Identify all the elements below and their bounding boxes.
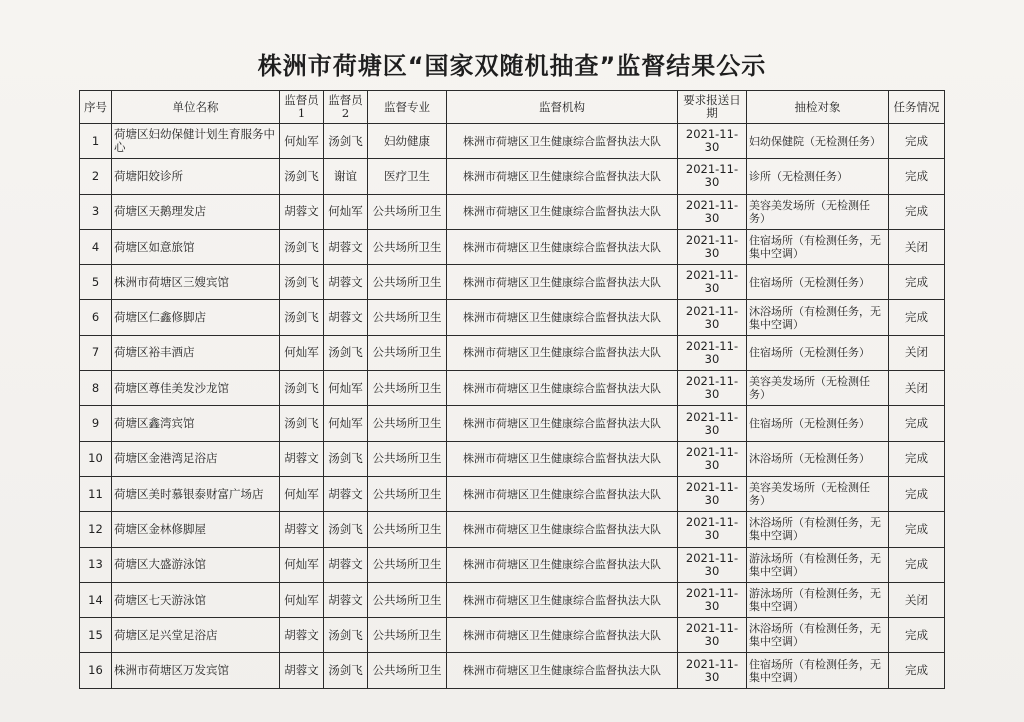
cell-task-status: 完成 — [889, 124, 945, 159]
table-row — [80, 653, 945, 688]
cell-organization: 株洲市荷塘区卫生健康综合监督执法大队 — [447, 653, 678, 688]
cell-inspection-target: 美容美发场所（无检测任务） — [747, 476, 889, 511]
cell-seq: 2 — [80, 159, 112, 194]
cell-supervisor-1: 何灿军 — [280, 582, 324, 617]
cell-task-status: 完成 — [889, 194, 945, 229]
cell-due-date: 2021-11-30 — [678, 335, 747, 370]
cell-supervisor-1: 汤剑飞 — [280, 371, 324, 406]
cell-task-status: 关闭 — [889, 371, 945, 406]
cell-specialty: 公共场所卫生 — [368, 406, 447, 441]
cell-unit-name: 荷塘区足兴堂足浴店 — [112, 618, 280, 653]
cell-task-status: 完成 — [889, 512, 945, 547]
header-due-date: 要求报送日期 — [678, 91, 747, 124]
cell-task-status: 完成 — [889, 441, 945, 476]
header-supervisor-2: 监督员2 — [324, 91, 368, 124]
cell-due-date: 2021-11-30 — [678, 618, 747, 653]
cell-due-date: 2021-11-30 — [678, 229, 747, 264]
cell-task-status: 完成 — [889, 300, 945, 335]
cell-inspection-target: 游泳场所（有检测任务，无集中空调） — [747, 547, 889, 582]
table-row — [80, 335, 945, 370]
cell-seq: 15 — [80, 618, 112, 653]
cell-unit-name: 荷塘区金林修脚屋 — [112, 512, 280, 547]
cell-due-date: 2021-11-30 — [678, 512, 747, 547]
cell-supervisor-2: 胡蓉文 — [324, 300, 368, 335]
header-supervisor-1: 监督员1 — [280, 91, 324, 124]
cell-organization: 株洲市荷塘区卫生健康综合监督执法大队 — [447, 335, 678, 370]
cell-seq: 1 — [80, 124, 112, 159]
cell-task-status: 完成 — [889, 653, 945, 688]
cell-supervisor-2: 胡蓉文 — [324, 265, 368, 300]
results-table — [79, 90, 945, 689]
cell-seq: 13 — [80, 547, 112, 582]
cell-supervisor-2: 何灿军 — [324, 371, 368, 406]
table-row — [80, 194, 945, 229]
cell-organization: 株洲市荷塘区卫生健康综合监督执法大队 — [447, 582, 678, 617]
cell-inspection-target: 游泳场所（有检测任务，无集中空调） — [747, 582, 889, 617]
cell-organization: 株洲市荷塘区卫生健康综合监督执法大队 — [447, 441, 678, 476]
cell-organization: 株洲市荷塘区卫生健康综合监督执法大队 — [447, 547, 678, 582]
cell-inspection-target: 沐浴场所（无检测任务） — [747, 441, 889, 476]
cell-organization: 株洲市荷塘区卫生健康综合监督执法大队 — [447, 124, 678, 159]
cell-due-date: 2021-11-30 — [678, 124, 747, 159]
cell-inspection-target: 美容美发场所（无检测任务） — [747, 194, 889, 229]
cell-due-date: 2021-11-30 — [678, 159, 747, 194]
cell-inspection-target: 沐浴场所（有检测任务，无集中空调） — [747, 512, 889, 547]
cell-specialty: 公共场所卫生 — [368, 371, 447, 406]
cell-unit-name: 荷塘阳姣诊所 — [112, 159, 280, 194]
cell-supervisor-1: 汤剑飞 — [280, 300, 324, 335]
cell-supervisor-1: 汤剑飞 — [280, 159, 324, 194]
cell-task-status: 完成 — [889, 406, 945, 441]
page-title: 株洲市荷塘区“国家双随机抽查”监督结果公示 — [257, 52, 767, 80]
cell-inspection-target: 美容美发场所（无检测任务） — [747, 371, 889, 406]
cell-organization: 株洲市荷塘区卫生健康综合监督执法大队 — [447, 476, 678, 511]
cell-supervisor-1: 胡蓉文 — [280, 653, 324, 688]
cell-supervisor-1: 何灿军 — [280, 547, 324, 582]
cell-unit-name: 荷塘区大盛游泳馆 — [112, 547, 280, 582]
cell-seq: 11 — [80, 476, 112, 511]
cell-inspection-target: 诊所（无检测任务） — [747, 159, 889, 194]
cell-organization: 株洲市荷塘区卫生健康综合监督执法大队 — [447, 194, 678, 229]
cell-unit-name: 荷塘区裕丰酒店 — [112, 335, 280, 370]
cell-supervisor-2: 胡蓉文 — [324, 229, 368, 264]
header-organization: 监督机构 — [447, 91, 678, 124]
header-unit-name: 单位名称 — [112, 91, 280, 124]
cell-supervisor-2: 汤剑飞 — [324, 124, 368, 159]
cell-due-date: 2021-11-30 — [678, 265, 747, 300]
cell-specialty: 公共场所卫生 — [368, 441, 447, 476]
table-row — [80, 371, 945, 406]
cell-specialty: 医疗卫生 — [368, 159, 447, 194]
cell-supervisor-2: 胡蓉文 — [324, 476, 368, 511]
cell-specialty: 公共场所卫生 — [368, 653, 447, 688]
header-specialty: 监督专业 — [368, 91, 447, 124]
cell-task-status: 关闭 — [889, 582, 945, 617]
table-row — [80, 476, 945, 511]
cell-seq: 16 — [80, 653, 112, 688]
cell-task-status: 关闭 — [889, 335, 945, 370]
cell-supervisor-2: 汤剑飞 — [324, 618, 368, 653]
cell-supervisor-2: 汤剑飞 — [324, 335, 368, 370]
cell-specialty: 公共场所卫生 — [368, 547, 447, 582]
cell-inspection-target: 住宿场所（有检测任务，无集中空调） — [747, 229, 889, 264]
cell-supervisor-1: 何灿军 — [280, 335, 324, 370]
table-row — [80, 582, 945, 617]
cell-supervisor-1: 何灿军 — [280, 124, 324, 159]
cell-unit-name: 荷塘区金港湾足浴店 — [112, 441, 280, 476]
cell-inspection-target: 沐浴场所（有检测任务，无集中空调） — [747, 618, 889, 653]
table-row — [80, 547, 945, 582]
cell-due-date: 2021-11-30 — [678, 371, 747, 406]
cell-specialty: 公共场所卫生 — [368, 476, 447, 511]
cell-seq: 10 — [80, 441, 112, 476]
cell-due-date: 2021-11-30 — [678, 653, 747, 688]
cell-unit-name: 荷塘区妇幼保健计划生育服务中心 — [112, 124, 280, 159]
cell-unit-name: 荷塘区仁鑫修脚店 — [112, 300, 280, 335]
cell-supervisor-2: 汤剑飞 — [324, 653, 368, 688]
cell-seq: 7 — [80, 335, 112, 370]
cell-seq: 8 — [80, 371, 112, 406]
cell-seq: 6 — [80, 300, 112, 335]
cell-supervisor-1: 汤剑飞 — [280, 265, 324, 300]
cell-inspection-target: 住宿场所（无检测任务） — [747, 406, 889, 441]
cell-supervisor-2: 胡蓉文 — [324, 582, 368, 617]
cell-supervisor-1: 胡蓉文 — [280, 194, 324, 229]
cell-unit-name: 荷塘区天鹅理发店 — [112, 194, 280, 229]
cell-specialty: 公共场所卫生 — [368, 618, 447, 653]
cell-unit-name: 株洲市荷塘区万发宾馆 — [112, 653, 280, 688]
cell-specialty: 公共场所卫生 — [368, 582, 447, 617]
cell-task-status: 完成 — [889, 547, 945, 582]
cell-supervisor-1: 胡蓉文 — [280, 618, 324, 653]
cell-unit-name: 荷塘区鑫湾宾馆 — [112, 406, 280, 441]
cell-seq: 14 — [80, 582, 112, 617]
table-row — [80, 512, 945, 547]
header-seq: 序号 — [80, 91, 112, 124]
cell-supervisor-1: 胡蓉文 — [280, 441, 324, 476]
cell-specialty: 公共场所卫生 — [368, 512, 447, 547]
cell-task-status: 完成 — [889, 159, 945, 194]
cell-supervisor-2: 何灿军 — [324, 406, 368, 441]
header-inspection-target: 抽检对象 — [747, 91, 889, 124]
cell-due-date: 2021-11-30 — [678, 476, 747, 511]
cell-organization: 株洲市荷塘区卫生健康综合监督执法大队 — [447, 159, 678, 194]
cell-specialty: 妇幼健康 — [368, 124, 447, 159]
cell-organization: 株洲市荷塘区卫生健康综合监督执法大队 — [447, 265, 678, 300]
cell-supervisor-2: 汤剑飞 — [324, 512, 368, 547]
cell-specialty: 公共场所卫生 — [368, 300, 447, 335]
cell-seq: 5 — [80, 265, 112, 300]
table-row — [80, 124, 945, 159]
cell-specialty: 公共场所卫生 — [368, 335, 447, 370]
cell-specialty: 公共场所卫生 — [368, 229, 447, 264]
cell-organization: 株洲市荷塘区卫生健康综合监督执法大队 — [447, 371, 678, 406]
table-row — [80, 265, 945, 300]
cell-task-status: 完成 — [889, 618, 945, 653]
cell-inspection-target: 住宿场所（无检测任务） — [747, 265, 889, 300]
cell-inspection-target: 住宿场所（有检测任务，无集中空调） — [747, 653, 889, 688]
cell-seq: 12 — [80, 512, 112, 547]
cell-due-date: 2021-11-30 — [678, 582, 747, 617]
cell-supervisor-2: 胡蓉文 — [324, 547, 368, 582]
cell-supervisor-1: 何灿军 — [280, 476, 324, 511]
cell-unit-name: 荷塘区尊佳美发沙龙馆 — [112, 371, 280, 406]
cell-supervisor-2: 汤剑飞 — [324, 441, 368, 476]
cell-specialty: 公共场所卫生 — [368, 194, 447, 229]
table-row — [80, 159, 945, 194]
cell-unit-name: 荷塘区美时慕银泰财富广场店 — [112, 476, 280, 511]
cell-inspection-target: 妇幼保健院（无检测任务） — [747, 124, 889, 159]
cell-organization: 株洲市荷塘区卫生健康综合监督执法大队 — [447, 406, 678, 441]
cell-task-status: 完成 — [889, 476, 945, 511]
cell-specialty: 公共场所卫生 — [368, 265, 447, 300]
cell-organization: 株洲市荷塘区卫生健康综合监督执法大队 — [447, 618, 678, 653]
cell-seq: 3 — [80, 194, 112, 229]
cell-inspection-target: 沐浴场所（有检测任务，无集中空调） — [747, 300, 889, 335]
cell-organization: 株洲市荷塘区卫生健康综合监督执法大队 — [447, 512, 678, 547]
table-row — [80, 300, 945, 335]
cell-supervisor-1: 胡蓉文 — [280, 512, 324, 547]
cell-due-date: 2021-11-30 — [678, 194, 747, 229]
cell-inspection-target: 住宿场所（无检测任务） — [747, 335, 889, 370]
cell-due-date: 2021-11-30 — [678, 547, 747, 582]
cell-due-date: 2021-11-30 — [678, 441, 747, 476]
cell-organization: 株洲市荷塘区卫生健康综合监督执法大队 — [447, 300, 678, 335]
table-row — [80, 229, 945, 264]
cell-supervisor-1: 汤剑飞 — [280, 229, 324, 264]
cell-due-date: 2021-11-30 — [678, 406, 747, 441]
cell-supervisor-2: 何灿军 — [324, 194, 368, 229]
cell-due-date: 2021-11-30 — [678, 300, 747, 335]
cell-supervisor-1: 汤剑飞 — [280, 406, 324, 441]
table-row — [80, 441, 945, 476]
table-row — [80, 406, 945, 441]
cell-unit-name: 荷塘区七天游泳馆 — [112, 582, 280, 617]
cell-task-status: 完成 — [889, 265, 945, 300]
cell-unit-name: 株洲市荷塘区三嫂宾馆 — [112, 265, 280, 300]
table-row — [80, 618, 945, 653]
cell-seq: 9 — [80, 406, 112, 441]
header-task-status: 任务情况 — [889, 91, 945, 124]
cell-unit-name: 荷塘区如意旅馆 — [112, 229, 280, 264]
cell-task-status: 关闭 — [889, 229, 945, 264]
cell-seq: 4 — [80, 229, 112, 264]
table-header-row — [80, 91, 945, 124]
cell-organization: 株洲市荷塘区卫生健康综合监督执法大队 — [447, 229, 678, 264]
cell-supervisor-2: 谢谊 — [324, 159, 368, 194]
